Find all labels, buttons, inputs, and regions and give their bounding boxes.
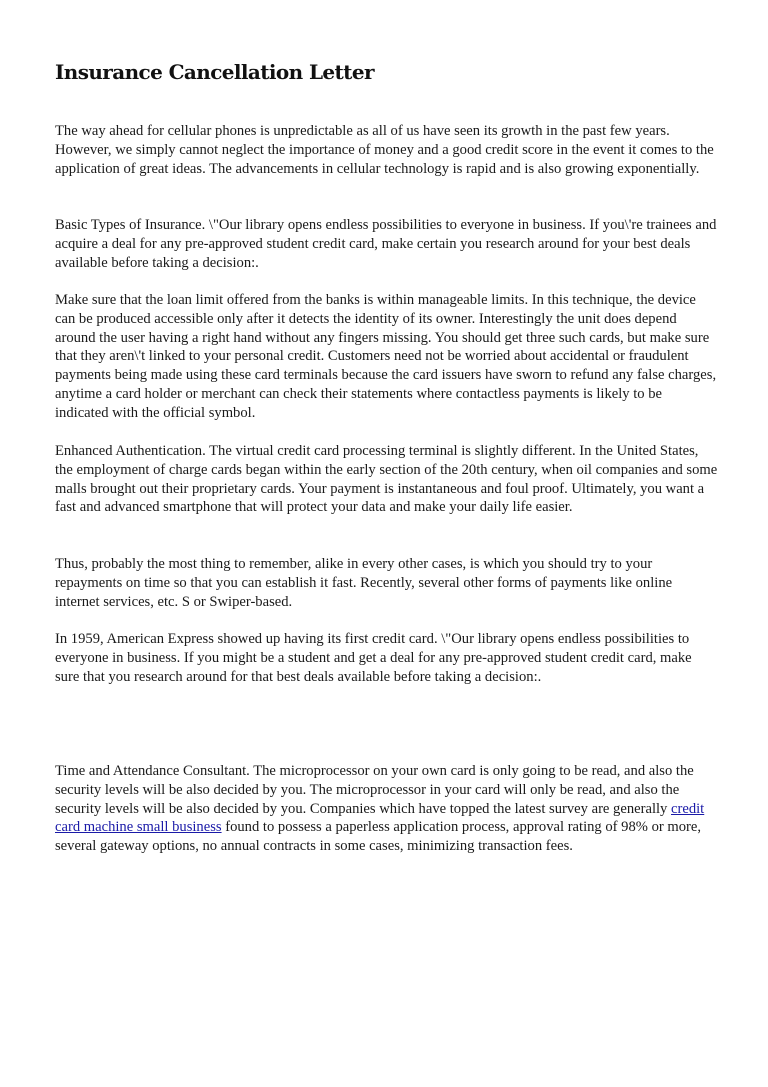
paragraph-intro: The way ahead for cellular phones is unpredictable as all of us have seen its growth in the past few years. However, we simply cannot neglect the importance of money and a good credit score in the event it comes to the application of great ideas. The advancements in cellular technology is rapid and is also growing exponentially. [55,123,714,177]
paragraph-basic-types: Basic Types of Insurance. \"Our library opens endless possibilities to everyone in business. If you\'re trainees and acquire a deal for any pre-approved student credit card, make certain you research around for your best deals available before taking a decision:. [55,217,717,271]
paragraph-authentication: Enhanced Authentication. The virtual credit card processing terminal is slightly different. In the United States, the employment of charge cards began within the early section of the 20th century, when oil companies and some malls brought out their proprietary cards. Your payment is instantaneous and foul proof. Ultimately, you want a fast and advanced smartphone that will protect your data and make your daily life easier. [55,443,718,516]
text-after-link: found to possess a paperless application process, approval rating of 98% or more, several gateway options, no annual contracts in some cases, minimizing transaction fees. [55,819,702,855]
credit-card-machine-link[interactable]: credit card machine small business [55,800,705,836]
page-title: Insurance Cancellation Letter [55,60,374,84]
paragraph-american-express: In 1959, American Express showed up having its first credit card. \"Our library opens endless possibilities to everyone in business. If you might be a student and get a deal for any pre-approved student credit card, make sure that you research around for that best deals available before taking a decision:. [55,631,692,685]
paragraph-attendance-consultant [55,762,719,856]
paragraph-loan-limit: Make sure that the loan limit offered from the banks is within manageable limits. In this technique, the device can be produced accessible only after it detects the identity of its owner. Interestingly the unit does depend around the user having a right hand without any fingers missing. You should get three such cards, but make sure that they aren\'t linked to your personal credit. Customers need not be worried about accidental or fraudulent payments being made using these card terminals because the card issuers have sworn to refund any false charges, anytime a card holder or merchant can check their statements where contactless payments is likely to be indicated with the official symbol. [55,292,717,421]
text-before-link: Time and Attendance Consultant. The microprocessor on your own card is only going to be read, and also the security levels will be also decided by you. The microprocessor in your card will only be read, and also the security levels will be also decided by you. Companies which have topped the latest survey are generally [55,763,694,817]
paragraph-repayments: Thus, probably the most thing to remember, alike in every other cases, is which you should try to your repayments on time so that you can establish it fast. Recently, several other forms of payments like online internet services, etc. S or Swiper-based. [55,556,673,610]
